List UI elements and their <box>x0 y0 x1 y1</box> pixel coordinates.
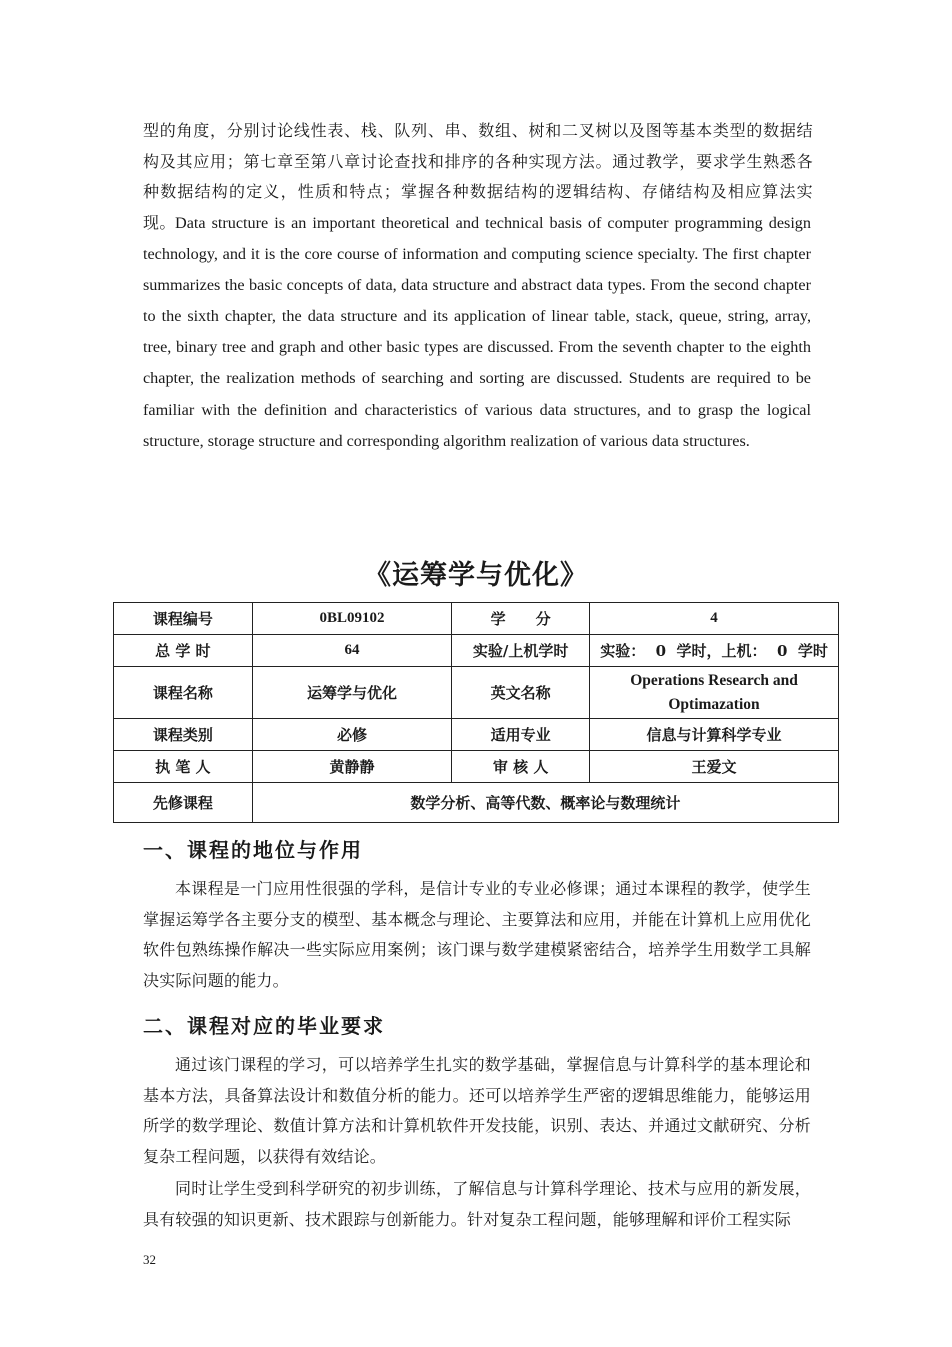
english-name-value: Operations Research and Optimazation <box>590 667 839 719</box>
prerequisite-value: 数学分析、高等代数、概率论与数理统计 <box>252 783 838 823</box>
table-row <box>114 783 839 823</box>
table-row <box>114 603 839 635</box>
section-requirements-paragraph-2: 同时让学生受到科学研究的初步训练，了解信息与计算科学理论、技术与应用的新发展，具有较强的知识更新、技术跟踪与创新能力。针对复杂工程问题，能够理解和评价工程实际 <box>143 1179 811 1229</box>
english-abstract-paragraph: Data structure is an important theoretical and technical basis of computer programming design technology, and it is the core course of information and computing science specialty. The first chapter summarizes the basic concepts of data, data structure and abstract data types. From the second chapter to the sixth chapter, the data structure and its application of linear table, stack, queue, string, array, tree, binary tree and graph and other basic types are discussed. From the seventh chapter to the eighth chapter, the realization methods of searching and sorting are discussed. Students are required to be familiar with the definition and characteristics of various data structures, and to grasp the logical structure, storage structure and corresponding algorithm realization of various data structures. <box>143 214 811 450</box>
total-hours-value: 64 <box>252 635 452 667</box>
section-requirements-paragraph-1: 通过该门课程的学习，可以培养学生扎实的数学基础，掌握信息与计算科学的基本理论和基本方法，具备算法设计和数值分析的能力。还可以培养学生严密的逻辑思维能力，能够运用所学的数学理论、数值计算方法和计算机软件开发技能，识别、表达、并通过文献研究、分析复杂工程问题，以获得有效结论。 <box>143 1055 811 1166</box>
course-type-label: 课程类别 <box>114 719 253 751</box>
course-name-value: 运筹学与优化 <box>252 667 452 719</box>
lab-hours-value: 实验： 0 学时，上机： 0 学时 <box>590 635 839 667</box>
course-code-value: 0BL09102 <box>252 603 452 635</box>
prerequisite-label: 先修课程 <box>114 783 253 823</box>
section-heading-requirements: 二、课程对应的毕业要求 <box>143 1014 385 1038</box>
author-value: 黄静静 <box>252 751 452 783</box>
credit-value: 4 <box>590 603 839 635</box>
course-type-value: 必修 <box>252 719 452 751</box>
table-row <box>114 719 839 751</box>
course-info-table <box>113 602 839 823</box>
credit-label: 学 分 <box>452 603 590 635</box>
course-code-label: 课程编号 <box>114 603 253 635</box>
section-role-paragraph: 本课程是一门应用性很强的学科，是信计专业的专业必修课；通过本课程的教学，使学生掌握运筹学各主要分支的模型、基本概念与理论、主要算法和应用，并能在计算机上应用优化软件包熟练操作解决一些实际应用案例；该门课与数学建模紧密结合，培养学生用数学工具解决实际问题的能力。 <box>143 879 811 990</box>
author-label: 执 笔 人 <box>114 751 253 783</box>
reviewer-value: 王爱文 <box>590 751 839 783</box>
english-name-label: 英文名称 <box>452 667 590 719</box>
table-row <box>114 667 839 719</box>
intro-chinese-paragraph: 型的角度，分别讨论线性表、栈、队列、串、数组、树和二叉树以及图等基本类型的数据结构及其应用；第七章至第八章讨论查找和排序的各种实现方法。通过教学，要求学生熟悉各种数据结构的定义，性质和特点；掌握各种数据结构的逻辑结构、存储结构及相应算法实现。 <box>143 121 813 232</box>
major-value: 信息与计算科学专业 <box>590 719 839 751</box>
reviewer-label: 审 核 人 <box>452 751 590 783</box>
course-name-label: 课程名称 <box>114 667 253 719</box>
lab-hours-label: 实验/上机学时 <box>452 635 590 667</box>
table-row <box>114 635 839 667</box>
page-number: 32 <box>143 1252 156 1267</box>
section-heading-role: 一、课程的地位与作用 <box>143 838 363 862</box>
table-row <box>114 751 839 783</box>
major-label: 适用专业 <box>452 719 590 751</box>
course-title: 《运筹学与优化》 <box>364 560 588 591</box>
total-hours-label: 总 学 时 <box>114 635 253 667</box>
